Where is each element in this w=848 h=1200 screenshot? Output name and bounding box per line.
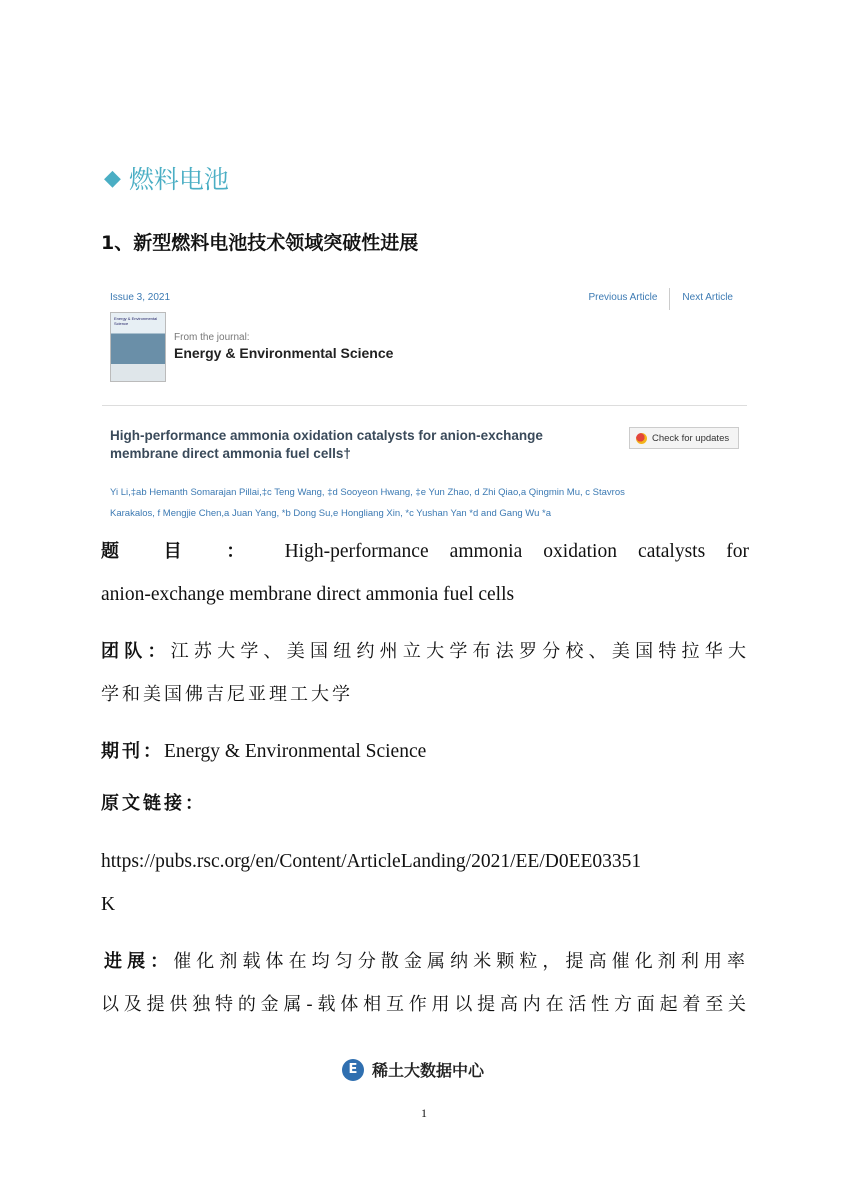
author-line[interactable]: Karakalos, f Mengjie Chen,a Juan Yang, *b Dong Su,e Hongliang Xin, *c Yushan Yan *d and Gang Wu *a [110, 508, 551, 519]
cover-title: Energy & Environmental Science [114, 316, 158, 326]
author-list [110, 482, 740, 524]
section-heading [104, 160, 229, 196]
diamond-bullet-icon: ◆ [104, 165, 121, 191]
topic-text-cont: anion-exchange membrane direct ammonia fuel cells [101, 584, 515, 605]
team-line [101, 630, 749, 673]
article-title: High-performance ammonia oxidation catalysts for anion-exchange membrane direct ammonia fuel cells† [110, 428, 543, 461]
item-heading: 1、新型燃料电池技术领域突破性进展 [101, 232, 419, 254]
team-text: 江苏大学、美国纽约州立大学布法罗分校、美国特拉华大 [170, 641, 750, 662]
topic-text: High-performance ammonia oxidation catalysts for [284, 541, 749, 562]
journal-name-link[interactable]: Energy & Environmental Science [174, 345, 394, 361]
crossmark-icon [636, 433, 647, 444]
footer-logo [342, 1058, 484, 1081]
previous-article-link[interactable]: Previous Article [588, 292, 658, 303]
link-url[interactable]: https://pubs.rsc.org/en/Content/ArticleLanding/2021/EE/D0EE03351 [101, 851, 642, 872]
section-title: 燃料电池 [128, 165, 229, 194]
journal-label: 期刊： [101, 741, 164, 762]
check-for-updates-button[interactable] [629, 427, 739, 449]
page-number: 1 [421, 1106, 427, 1120]
journal-line [101, 730, 749, 773]
journal-text: Energy & Environmental Science [164, 741, 427, 762]
next-article-link[interactable]: Next Article [682, 292, 733, 303]
check-updates-label: Check for updates [652, 432, 730, 444]
org-name: 稀土大数据中心 [372, 1061, 485, 1080]
team-label: 团队： [101, 641, 171, 662]
topic-label: 题 目 ： [101, 541, 264, 562]
link-label: 原文链接： [101, 793, 206, 814]
article-screenshot [102, 286, 747, 522]
topic-line [101, 530, 749, 573]
link-label-line [101, 782, 749, 825]
divider [102, 405, 747, 406]
progress-text: 催化剂载体在均匀分散金属纳米颗粒，提高催化剂利用率 [173, 951, 749, 972]
journal-cover-image[interactable] [110, 312, 166, 382]
issue-link[interactable]: Issue 3, 2021 [110, 292, 171, 303]
progress-line [104, 940, 748, 983]
logo-icon: E [342, 1059, 364, 1081]
progress-label: 进展： [104, 951, 174, 972]
author-line[interactable]: Yi Li,‡ab Hemanth Somarajan Pillai,‡c Teng Wang, ‡d Sooyeon Hwang, ‡e Yun Zhao, d Zhi Qiao,a Qingmin Mu, c Stavros [110, 487, 625, 498]
article-nav [577, 292, 746, 310]
progress-text-cont: 以及提供独特的金属-载体相互作用以提高内在活性方面起着至关 [101, 994, 749, 1015]
team-text-cont: 学和美国佛吉尼亚理工大学 [101, 684, 353, 705]
link-url-cont[interactable]: K [101, 894, 116, 915]
from-journal-label: From the journal: [174, 332, 250, 343]
